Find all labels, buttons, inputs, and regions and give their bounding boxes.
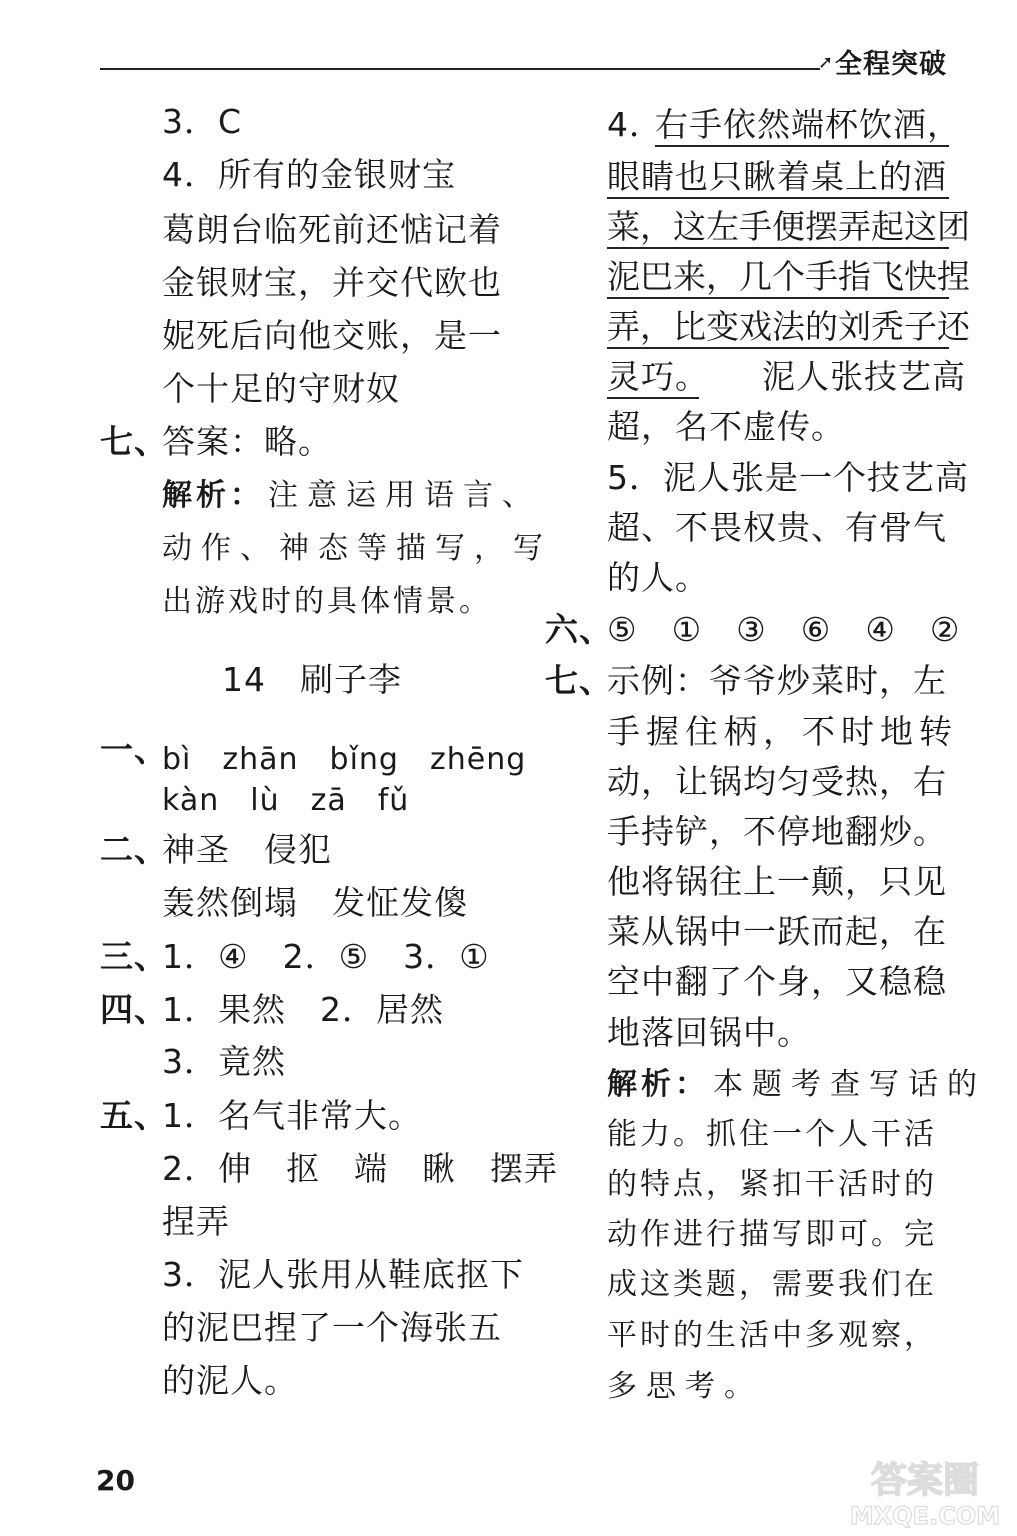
answer-line: 2．伸 抠 端 瞅 摆弄: [162, 1149, 558, 1188]
answer-line: 1．④ 2．⑤ 3．①: [162, 937, 490, 976]
section-label: 二、: [100, 830, 168, 869]
pinyin-line: bì zhān bǐng zhēng: [162, 742, 527, 777]
section-label: 一、: [100, 730, 168, 769]
watermark-text: 答案圈: [870, 1460, 980, 1501]
watermark-url: MXQE.COM: [849, 1502, 1001, 1530]
section-label: 三、: [100, 937, 168, 976]
answer-line: 超、不畏权贵、有骨气: [607, 508, 947, 547]
answer-line: 空中翻了个身，又稳稳: [607, 962, 947, 1001]
analysis-label: 解析：: [607, 1067, 709, 1102]
analysis-line: 动作、神态等描写，写: [162, 531, 552, 566]
analysis-line: 动作进行描写即可。完: [607, 1217, 937, 1252]
answer-line: 超，名不虚传。: [607, 407, 845, 446]
section-label: 七、: [545, 661, 613, 700]
answer-line: 菜从锅中一跃而起，在: [607, 912, 947, 951]
answer-number: 4．: [607, 105, 663, 144]
analysis-line: 成这类题，需要我们在: [607, 1267, 937, 1302]
answer-line: 的人。: [607, 558, 709, 597]
underlined-line: 右手依然端杯饮酒，: [655, 105, 949, 147]
underlined-line: 弄，比变戏法的刘秃子还: [607, 307, 949, 349]
underlined-line: 菜，这左手便摆弄起这团: [607, 207, 949, 249]
underlined-line: 眼睛也只瞅着桌上的酒: [607, 157, 949, 199]
answer-line: ⑤ ① ③ ⑥ ④ ②: [607, 610, 961, 649]
answer-line: 轰然倒塌 发怔发傻: [162, 883, 468, 922]
answer-line: 的泥巴捏了一个海张五: [162, 1308, 502, 1347]
answer-line: 的泥人。: [162, 1361, 298, 1400]
page-number: 20: [96, 1464, 135, 1497]
section-label: 七、: [100, 422, 168, 461]
analysis-label: 解析：: [162, 478, 264, 513]
answer-line: 答案：略。: [162, 422, 332, 461]
analysis-line: 的特点，紧扣干活时的: [607, 1167, 937, 1202]
answer-line: 1．名气非常大。: [162, 1096, 422, 1135]
answer-line: 动，让锅均匀受热，右: [607, 762, 947, 801]
answer-line: 地落回锅中。: [607, 1013, 811, 1052]
analysis-line: 平时的生活中多观察，: [607, 1318, 937, 1353]
section-label: 四、: [100, 990, 168, 1029]
analysis-line: 出游戏时的具体情景。: [162, 584, 492, 619]
answer-line: 3．竟然: [162, 1042, 286, 1081]
answer-line: 捏弄: [162, 1202, 230, 1241]
answer-line: 5．泥人张是一个技艺高: [607, 458, 969, 497]
answer-line: 他将锅往上一颠，只见: [607, 862, 947, 901]
analysis-line: 注意运用语言、: [268, 478, 541, 513]
lesson-title: 14 刷子李: [222, 660, 402, 699]
underlined-line: 灵巧。: [607, 357, 699, 399]
analysis-line: 能力。抓住一个人干活: [607, 1117, 937, 1152]
answer-line: 4．所有的金银财宝: [162, 155, 456, 194]
answer-line: 1．果然 2．居然: [162, 990, 444, 1029]
answer-line: 金银财宝，并交代欧也: [162, 263, 502, 302]
watermark-logo: [840, 1450, 1010, 1530]
section-label: 五、: [100, 1096, 168, 1135]
answer-line: 手持铲，不停地翻炒。: [607, 812, 947, 851]
header-rule: [100, 68, 820, 70]
answer-line: 神圣 侵犯: [162, 830, 332, 869]
answer-line: 示例：爷爷炒菜时，左: [607, 661, 947, 700]
answer-line: 个十足的守财奴: [162, 369, 400, 408]
underlined-line: 泥巴来，几个手指飞快捏: [607, 257, 949, 299]
pinyin-line: kàn lù zā fǔ: [162, 783, 410, 818]
header-title: 全程突破: [835, 49, 947, 80]
header-arrow-icon: ➚: [818, 52, 834, 73]
answer-line: 3．泥人张用从鞋底抠下: [162, 1255, 524, 1294]
answer-line: 3．C: [162, 102, 243, 141]
answer-line: 妮死后向他交账，是一: [162, 316, 502, 355]
answer-line: 手握住柄，不时地转: [607, 712, 958, 751]
section-label: 六、: [545, 610, 613, 649]
answer-line: 葛朗台临死前还惦记着: [162, 210, 502, 249]
answer-line: 泥人张技艺高: [762, 357, 966, 396]
analysis-line: 本题考查写话的: [713, 1067, 986, 1102]
analysis-line: 多思考。: [607, 1369, 763, 1404]
